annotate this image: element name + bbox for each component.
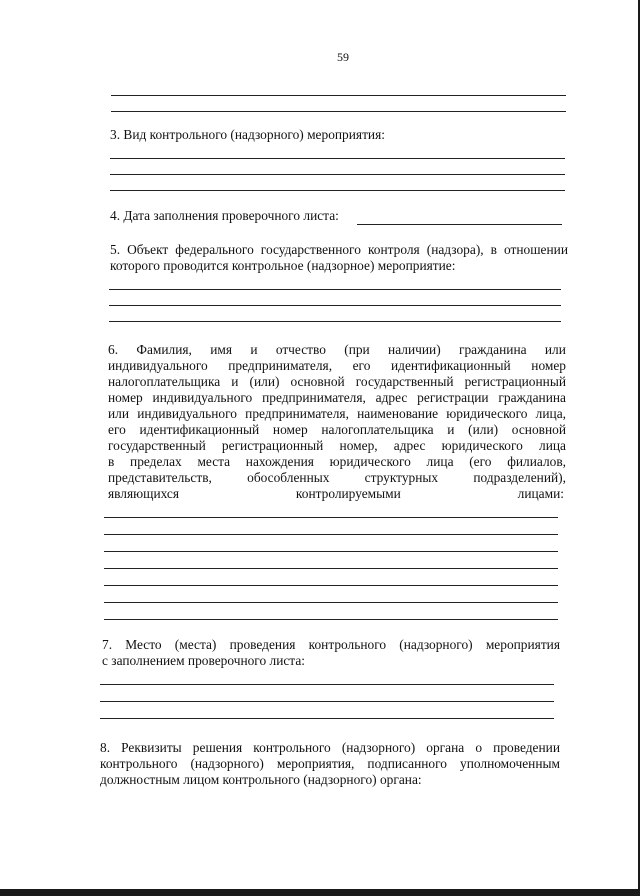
text-line: государственный регистрационный номер, адрес юридического лица xyxy=(108,438,566,453)
text-line: контрольного (надзорного) мероприятия, подписанного уполномоченным xyxy=(100,756,560,771)
fill-line[interactable] xyxy=(109,289,561,290)
word: отчество xyxy=(275,342,326,357)
text-line: с заполнением проверочного листа: xyxy=(102,653,305,668)
section-4-label: 4. Дата заполнения проверочного листа: xyxy=(110,208,339,223)
fill-line xyxy=(111,111,566,112)
text-line: индивидуального предпринимателя, его идентификационный номер xyxy=(108,358,566,373)
text-line: налогоплательщика и (или) основной государственный регистрационный xyxy=(108,374,566,389)
fill-line[interactable] xyxy=(104,551,558,552)
section-8-text xyxy=(100,740,560,788)
word: являющихся xyxy=(108,486,180,501)
text-line: или индивидуального предпринимателя, наименование юридического лица, xyxy=(108,406,566,421)
text-line: номер индивидуального предпринимателя, адрес регистрации гражданина xyxy=(108,390,566,405)
word: лицами: xyxy=(517,486,564,501)
text-line: его идентификационный номер налогоплательщика и (или) основной xyxy=(108,422,566,437)
word: гражданина xyxy=(458,342,527,357)
fill-line[interactable] xyxy=(100,701,554,702)
section-6-last-line xyxy=(108,486,564,502)
fill-line[interactable] xyxy=(110,158,565,159)
fill-line[interactable] xyxy=(100,718,554,719)
fill-line[interactable] xyxy=(104,568,558,569)
text-line: 8. Реквизиты решения контрольного (надзорного) органа о проведении xyxy=(100,740,560,755)
text-line: 7. Место (места) проведения контрольного (надзорного) мероприятия xyxy=(102,637,560,652)
word: имя xyxy=(210,342,233,357)
fill-line xyxy=(111,95,566,96)
word: контролируемыми xyxy=(295,486,401,501)
fill-line[interactable] xyxy=(109,305,561,306)
word: (при xyxy=(344,342,370,357)
section-5-text xyxy=(110,242,568,274)
word: или xyxy=(544,342,566,357)
word: и xyxy=(250,342,258,357)
fill-line[interactable] xyxy=(109,321,561,322)
text-line: 5. Объект федерального государственного контроля (надзора), в отношении xyxy=(110,242,568,257)
section-7-text xyxy=(102,637,560,669)
section-3-label: 3. Вид контрольного (надзорного) мероприятия: xyxy=(110,127,385,142)
text-line: которого проводится контрольное (надзорное) мероприятие: xyxy=(110,258,456,273)
fill-line[interactable] xyxy=(110,174,565,175)
fill-line[interactable] xyxy=(104,619,558,620)
fill-line[interactable] xyxy=(110,190,565,191)
word: Фамилия, xyxy=(136,342,192,357)
page-number: 59 xyxy=(337,50,349,64)
text-line: должностным лицом контрольного (надзорного) органа: xyxy=(100,772,422,787)
fill-line[interactable] xyxy=(104,585,558,586)
word: наличии) xyxy=(388,342,441,357)
text-line: представительств, обособленных структурных подразделений), xyxy=(108,470,566,485)
fill-line[interactable] xyxy=(104,602,558,603)
text-line: в пределах места нахождения юридического лица (его филиалов, xyxy=(108,454,566,469)
fill-line[interactable] xyxy=(104,534,558,535)
fill-line[interactable] xyxy=(104,517,558,518)
scan-border-bottom xyxy=(0,889,640,896)
date-fill-line[interactable] xyxy=(357,224,562,225)
word: 6. xyxy=(108,342,119,357)
section-6-first-line xyxy=(108,342,566,358)
fill-line[interactable] xyxy=(100,684,554,685)
section-6-text xyxy=(108,358,566,486)
